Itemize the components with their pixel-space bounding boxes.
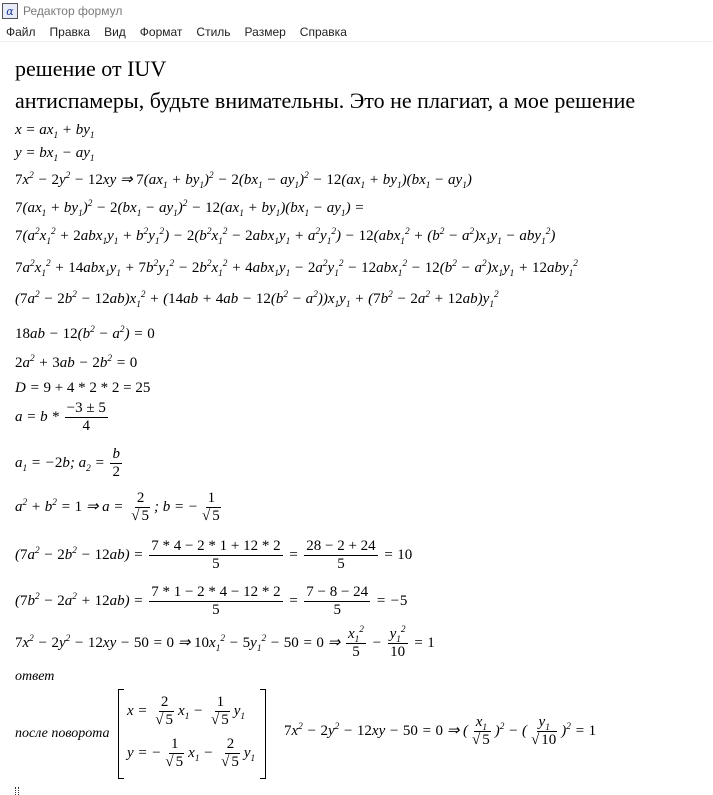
title-bar xyxy=(0,0,713,22)
menu-bar xyxy=(0,22,713,42)
menu-style[interactable]: Стиль xyxy=(196,24,231,39)
formula-16: $7x^2 - 2y^2 - 12xy - 50 = 0$ ⇒ $10x_1^2 - 5y_1^2 - 50 = 0$ ⇒ $\frac{x_1^2}{5}$ − $\frac{y_1^2}{10}$ = 1 xyxy=(15,625,435,661)
formula-15: $(7b^2 - 2a^2 + 12ab)$ = $\frac{7 * 1 - 2 * 4 - 12 * 2}{5}$ = $\frac{7 - 8 - 24}{5}$ = −5 xyxy=(15,584,408,619)
formula-6: $7a^2x_1^2 + 14abx_1y_1 + 7b^2y_1^2 - 2b^2x_1^2 + 4abx_1y_1 - 2a^2y_1^2 - 12abx_1^2 - 12(b^2 - a^2)x_1y_1 + 12aby_1^2$ xyxy=(15,259,578,279)
formula-1: $x = ax_1 + by_1$ xyxy=(15,122,95,141)
formula-4: $7(ax_1 + by_1)^2 - 2(bx_1 - ay_1)^2 - 12(ax_1 + by_1)(bx_1 - ay_1)$ = xyxy=(15,199,365,219)
text-cursor xyxy=(15,787,19,795)
menu-file[interactable]: Файл xyxy=(6,24,36,39)
rotation-matrix xyxy=(118,690,266,778)
formula-final: $7x^2 - 2y^2 - 12xy - 50 = 0$ ⇒ ( $\frac{x_1}{√ 5}$ )$^2$ − ( $\frac{y_1}{√ 10}$ )$^2$ = 1 xyxy=(284,714,597,749)
window-title: Редактор формул xyxy=(23,4,123,18)
header-line-1: решение от IUV xyxy=(15,56,167,81)
formula-11: a = b * $\frac{-3 \pm 5}{4}$ xyxy=(15,400,106,435)
menu-format[interactable]: Формат xyxy=(139,24,183,39)
formula-13: $a^2 + b^2 = 1$ ⇒ a = $\frac{2}{√ 5}$ ; b = − $\frac{1}{√ 5}$ xyxy=(15,490,220,525)
formula-3: $7x^2 - 2y^2 - 12xy$ ⇒ $7(ax_1 + by_1)^2 - 2(bx_1 - ay_1)^2 - 12(ax_1 + by_1)(bx_1 - ay_1)$ xyxy=(15,171,472,191)
menu-size[interactable]: Размер xyxy=(244,24,286,39)
formula-5: $7(a^2x_1^2 + 2abx_1y_1 + b^2y_1^2) - 2(b^2x_1^2 - 2abx_1y_1 + a^2y_1^2) - 12(abx_1^2 + (b^2 - a^2)x_1y_1 - aby_1^2)$ xyxy=(15,227,556,247)
formula-14: $(7a^2 - 2b^2 - 12ab)$ = $\frac{7 * 4 - 2 * 1 + 12 * 2}{5}$ = $\frac{28 - 2 + 24}{5}$ = 10 xyxy=(15,538,413,573)
answer-label: ответ xyxy=(15,669,55,684)
header-line-2: антиспамеры, будьте внимательны. Это не плагиат, а мое решение xyxy=(15,88,636,113)
matrix-row-2: y = − $\frac{1}{√ 5}$ $x_1$ − $\frac{2}{√ 5}$ $y_1$ xyxy=(127,736,256,771)
matrix-row-1: x = $\frac{2}{√ 5}$ $x_1$ − $\frac{1}{√ 5}$ $y_1$ xyxy=(127,694,246,729)
formula-9: $2a^2 + 3ab - 2b^2 = 0$ xyxy=(15,354,138,371)
formula-editor-icon[interactable]: α xyxy=(2,3,18,19)
formula-document[interactable] xyxy=(0,42,713,795)
formula-10: D = 9 + 4 * 2 * 2 = 25 xyxy=(15,380,151,396)
menu-view[interactable]: Вид xyxy=(104,24,126,39)
formula-12: $a_1 = -2b$; $a_2$ = $\frac{b}{2}$ xyxy=(15,446,120,481)
formula-7: $(7a^2 - 2b^2 - 12ab)x_1^2 + (14ab + 4ab - 12(b^2 - a^2))x_1y_1 + (7b^2 - 2a^2 + 12ab)y_1^2$ xyxy=(15,290,499,310)
formula-8: $18ab - 12(b^2 - a^2) = 0$ xyxy=(15,325,155,342)
menu-edit[interactable]: Правка xyxy=(49,24,91,39)
formula-2: $y = bx_1 - ay_1$ xyxy=(15,145,95,164)
after-rotation-label: после поворота xyxy=(15,726,110,741)
menu-help[interactable]: Справка xyxy=(299,24,347,39)
